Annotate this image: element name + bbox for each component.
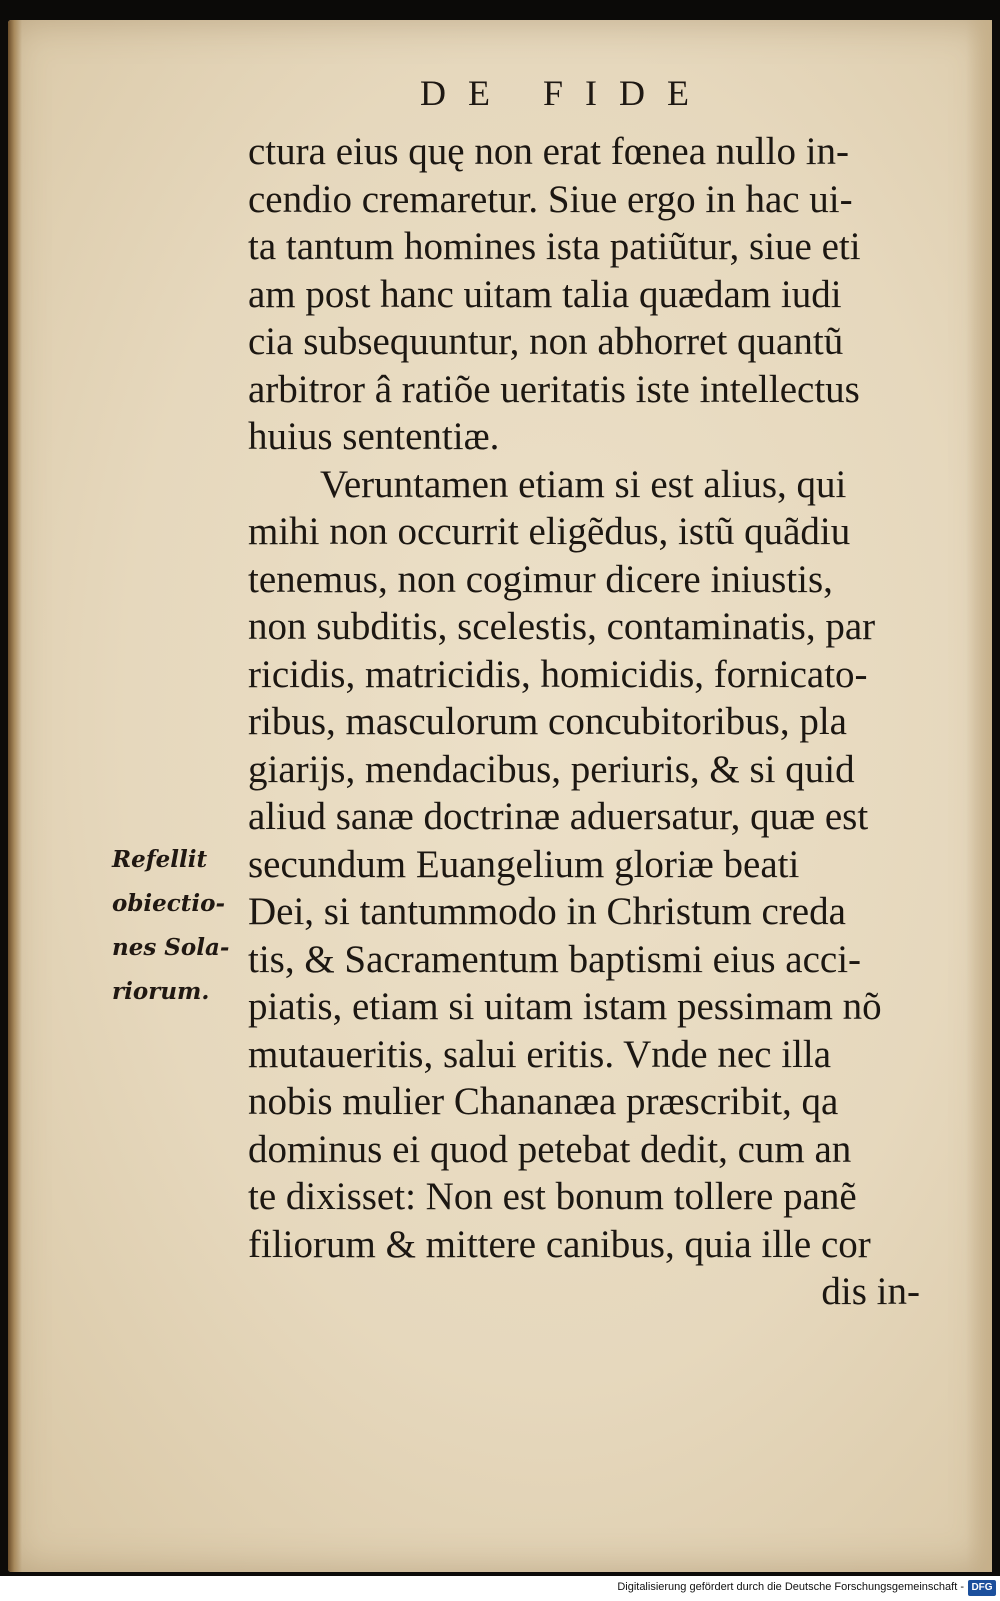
catchword: dis in- [821,1270,920,1313]
text-line: ribus, masculorum concubitoribus, pla [248,700,847,743]
page-outer-edge [966,20,992,1572]
margin-note-line: nes Sola- [112,934,230,961]
body-text [248,128,938,1316]
running-head: DE FIDE [420,73,711,113]
margin-note-line: obiectio- [112,890,226,917]
text-line: huius sententiæ. [248,415,500,458]
margin-note-line: Refellit [112,846,208,873]
text-line: piatis, etiam si uitam istam pessimam nõ [248,985,882,1028]
margin-note [112,838,252,1014]
text-line: mihi non occurrit eligẽdus, istũ quãdiu [248,510,851,553]
text-line: am post hanc uitam talia quædam iudi [248,272,842,316]
text-line: dominus ei quod petebat dedit, cum an [248,1127,852,1171]
text-line: nobis mulier Chananæa præscribit, qa [248,1080,839,1123]
text-line: giarijs, mendacibus, periuris, & si quid [248,747,855,791]
text-line: cia subsequuntur, non abhorret quantũ [248,320,844,363]
text-line: cendio cremaretur. Siue ergo in hac ui- [248,177,853,221]
text-line: mutaueritis, salui eritis. Vnde nec illa [248,1032,832,1076]
text-line: non subditis, scelestis, contaminatis, par [248,605,876,648]
text-line: Dei, si tantummodo in Christum creda [248,890,846,933]
text-line: te dixisset: Non est bonum tollere panẽ [248,1175,857,1218]
text-line: secundum Euangelium gloriæ beati [248,842,800,886]
footer-bar [0,1576,1000,1601]
text-line: ta tantum homines ista patiũtur, siue eti [248,225,861,268]
text-line: aliud sanæ doctrinæ aduersatur, quæ est [248,795,869,838]
text-line: filiorum & mittere canibus, quia ille cor [248,1222,871,1266]
footer-credit: Digitalisierung gefördert durch die Deutsche Forschungsgemeinschaft - [617,1581,964,1593]
text-line: arbitror â ratiõe ueritatis iste intellectus [248,367,860,411]
text-line: ctura eius quę non erat fœnea nullo in- [248,130,850,173]
text-line: tenemus, non cogimur dicere iniustis, [248,557,833,601]
dfg-logo-icon: DFG [968,1580,996,1596]
text-line: ricidis, matricidis, homicidis, fornicato- [248,652,868,696]
page-binding-edge [8,20,22,1572]
text-line-paragraph-start: Veruntamen etiam si est alius, qui [320,462,847,506]
top-black-bar [0,0,1000,20]
margin-note-line: riorum. [112,978,210,1005]
text-line: tis, & Sacramentum baptismi eius acci- [248,937,862,981]
